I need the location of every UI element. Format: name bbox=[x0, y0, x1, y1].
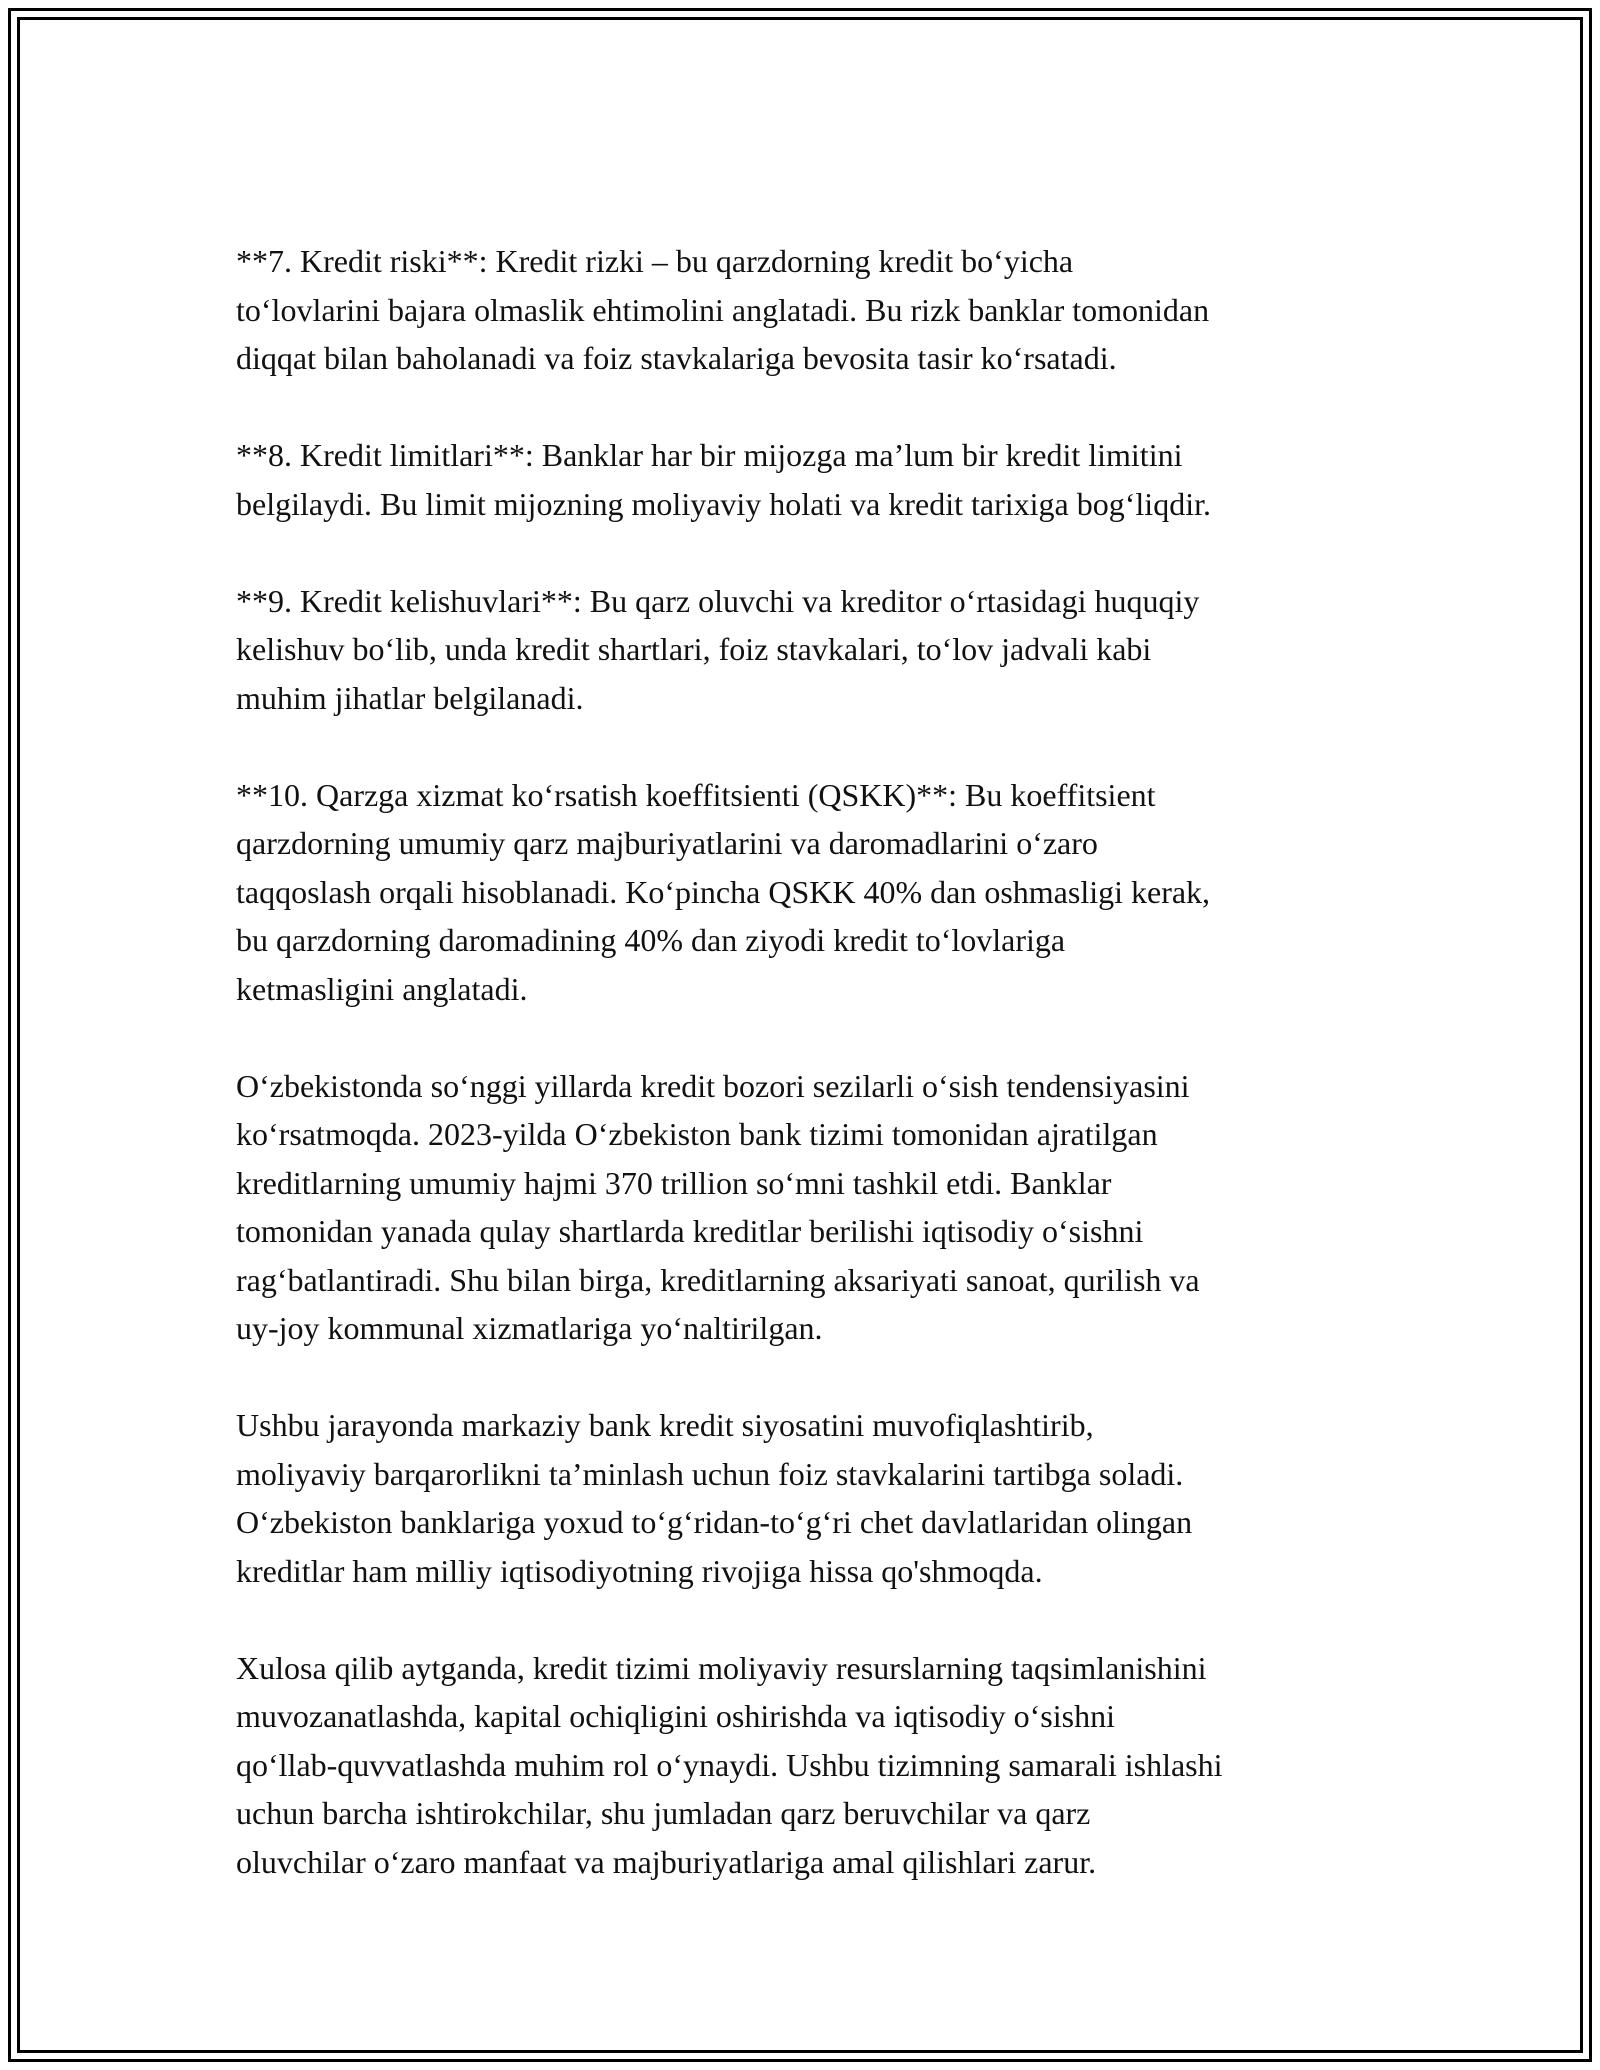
document-body bbox=[236, 237, 1371, 1886]
paragraph-debt-service-ratio: **10. Qarzga xizmat ko‘rsatish koeffitsienti (QSKK)**: Bu koeffitsient qarzdorning umumiy qarz majburiyatlarini va daromadlarini o‘zaro taqqoslash orqali hisoblanadi. Ko‘pincha QSKK 40% dan oshmasligi kerak, bu qarzdorning daromadining 40% dan ziyodi kredit to‘lovlariga ketmasligini anglatadi. bbox=[236, 776, 1211, 1007]
paragraph-credit-agreements: **9. Kredit kelishuvlari**: Bu qarz oluvchi va kreditor o‘rtasidagi huquqiy kelishuv bo‘lib, unda kredit shartlari, foiz stavkalari, to‘lov jadvali kabi muhim jihatlar belgilanadi. bbox=[236, 582, 1200, 716]
paragraph-credit-risk: **7. Kredit riski**: Kredit rizki – bu qarzdorning kredit bo‘yicha to‘lovlarini bajara olmaslik ehtimolini anglatadi. Bu rizk banklar tomonidan diqqat bilan baholanadi va foiz stavkalariga bevosita tasir ko‘rsatadi. bbox=[236, 243, 1210, 376]
paragraph-central-bank-policy: Ushbu jarayonda markaziy bank kredit siyosatini muvofiqlashtirib, moliyaviy barqarorlikni ta’minlash uchun foiz stavkalarini tartibga soladi. O‘zbekiston banklariga yoxud to‘g‘ridan-to‘g‘ri chet davlatlaridan olingan kreditlar ham milliy iqtisodiyotning rivojiga hissa qo'shmoqda. bbox=[236, 1407, 1193, 1589]
paragraph-credit-limits: **8. Kredit limitlari**: Banklar har bir mijozga ma’lum bir kredit limitini belgilaydi. Bu limit mijozning moliyaviy holati va kredit tarixiga bog‘liqdir. bbox=[236, 437, 1211, 522]
paragraph-conclusion: Xulosa qilib aytganda, kredit tizimi moliyaviy resurslarning taqsimlanishini muvozanatlashda, kapital ochiqligini oshirishda va iqtisodiy o‘sishni qo‘llab-quvvatlashda muhim rol o‘ynaydi. Ushbu tizimning samarali ishlashi uchun barcha ishtirokchilar, shu jumladan qarz beruvchilar va qarz oluvchilar o‘zaro manfaat va majburiyatlariga amal qilishlari zarur. bbox=[236, 1649, 1223, 1880]
paragraph-uzbekistan-credit-market: O‘zbekistonda so‘nggi yillarda kredit bozori sezilarli o‘sish tendensiyasini ko‘rsatmoqda. 2023-yilda O‘zbekiston bank tizimi tomonidan ajratilgan kreditlarning umumiy hajmi 370 trillion so‘mni tashkil etdi. Banklar tomonidan yanada qulay shartlarda kreditlar berilishi iqtisodiy o‘sishni rag‘batlantiradi. Shu bilan birga, kreditlarning aksariyati sanoat, qurilish va uy-joy kommunal xizmatlariga yo‘naltirilgan. bbox=[236, 1067, 1200, 1346]
